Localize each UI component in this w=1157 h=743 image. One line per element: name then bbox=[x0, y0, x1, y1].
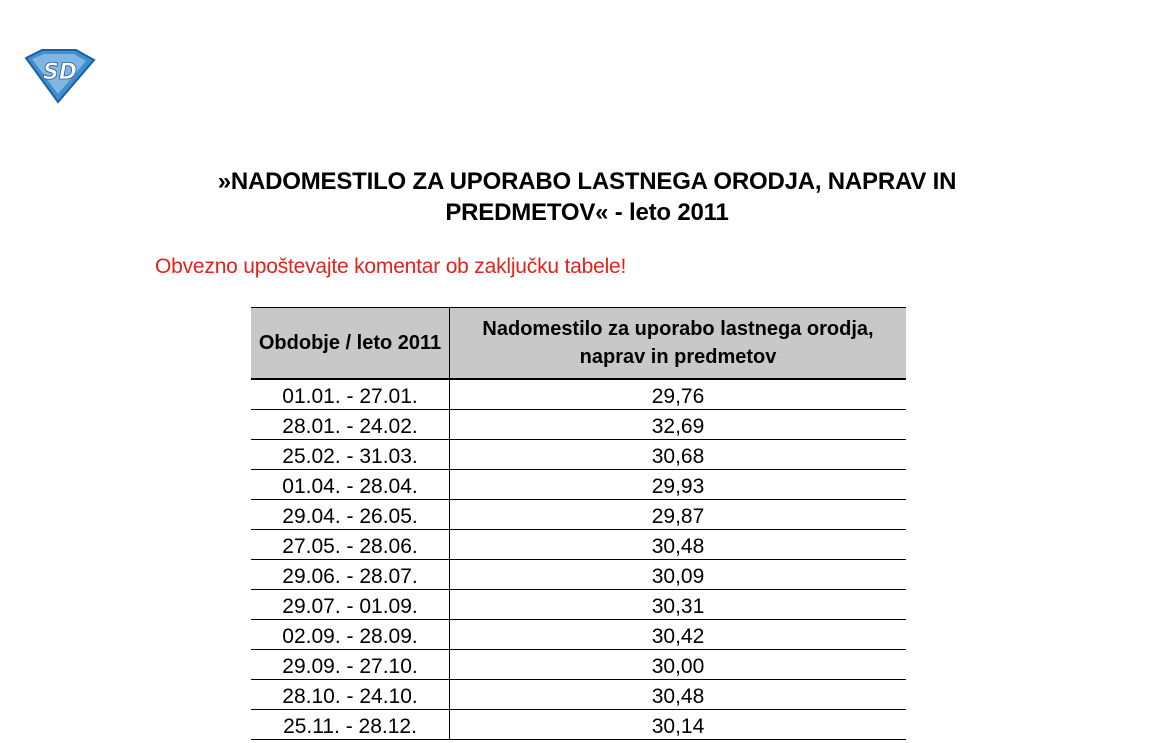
table-row bbox=[251, 440, 906, 470]
cell-amount: 30,42 bbox=[450, 620, 907, 650]
table-body bbox=[251, 379, 906, 740]
column-header-amount: Nadomestilo za uporabo lastnega orodja, naprav in predmetov bbox=[450, 308, 907, 380]
cell-amount: 30,09 bbox=[450, 560, 907, 590]
table-row bbox=[251, 590, 906, 620]
column-header-period: Obdobje / leto 2011 bbox=[251, 308, 450, 380]
document-title-line-1: »NADOMESTILO ZA UPORABO LASTNEGA ORODJA, NAPRAV IN bbox=[217, 168, 957, 195]
cell-period: 29.06. - 28.07. bbox=[251, 560, 450, 590]
cell-amount: 30,31 bbox=[450, 590, 907, 620]
cell-amount: 30,48 bbox=[450, 680, 907, 710]
logo-text: SD bbox=[42, 60, 78, 85]
cell-period: 01.04. - 28.04. bbox=[251, 470, 450, 500]
cell-period: 25.02. - 31.03. bbox=[251, 440, 450, 470]
warning-note: Obvezno upoštevajte komentar ob zaključku tabele! bbox=[155, 255, 627, 278]
document-title-line-2: PREDMETOV« - leto 2011 bbox=[445, 199, 729, 226]
table-row bbox=[251, 620, 906, 650]
table-row bbox=[251, 500, 906, 530]
table-row bbox=[251, 470, 906, 500]
cell-amount: 29,87 bbox=[450, 500, 907, 530]
cell-amount: 30,68 bbox=[450, 440, 907, 470]
cell-period: 29.07. - 01.09. bbox=[251, 590, 450, 620]
cell-period: 28.10. - 24.10. bbox=[251, 680, 450, 710]
table-row bbox=[251, 410, 906, 440]
cell-period: 29.09. - 27.10. bbox=[251, 650, 450, 680]
cell-period: 27.05. - 28.06. bbox=[251, 530, 450, 560]
cell-amount: 30,14 bbox=[450, 710, 907, 740]
cell-amount: 32,69 bbox=[450, 410, 907, 440]
table-row bbox=[251, 680, 906, 710]
cell-period: 29.04. - 26.05. bbox=[251, 500, 450, 530]
cell-period: 01.01. - 27.01. bbox=[251, 379, 450, 410]
cell-period: 02.09. - 28.09. bbox=[251, 620, 450, 650]
cell-period: 28.01. - 24.02. bbox=[251, 410, 450, 440]
document-title bbox=[0, 166, 1157, 228]
logo bbox=[22, 48, 96, 104]
cell-amount: 29,93 bbox=[450, 470, 907, 500]
table-row bbox=[251, 650, 906, 680]
table-row bbox=[251, 560, 906, 590]
table-row bbox=[251, 379, 906, 410]
cell-amount: 29,76 bbox=[450, 379, 907, 410]
rates-table bbox=[251, 307, 906, 740]
cell-period: 25.11. - 28.12. bbox=[251, 710, 450, 740]
table-header-row bbox=[251, 308, 906, 380]
table-row bbox=[251, 530, 906, 560]
table-row bbox=[251, 710, 906, 740]
cell-amount: 30,00 bbox=[450, 650, 907, 680]
cell-amount: 30,48 bbox=[450, 530, 907, 560]
